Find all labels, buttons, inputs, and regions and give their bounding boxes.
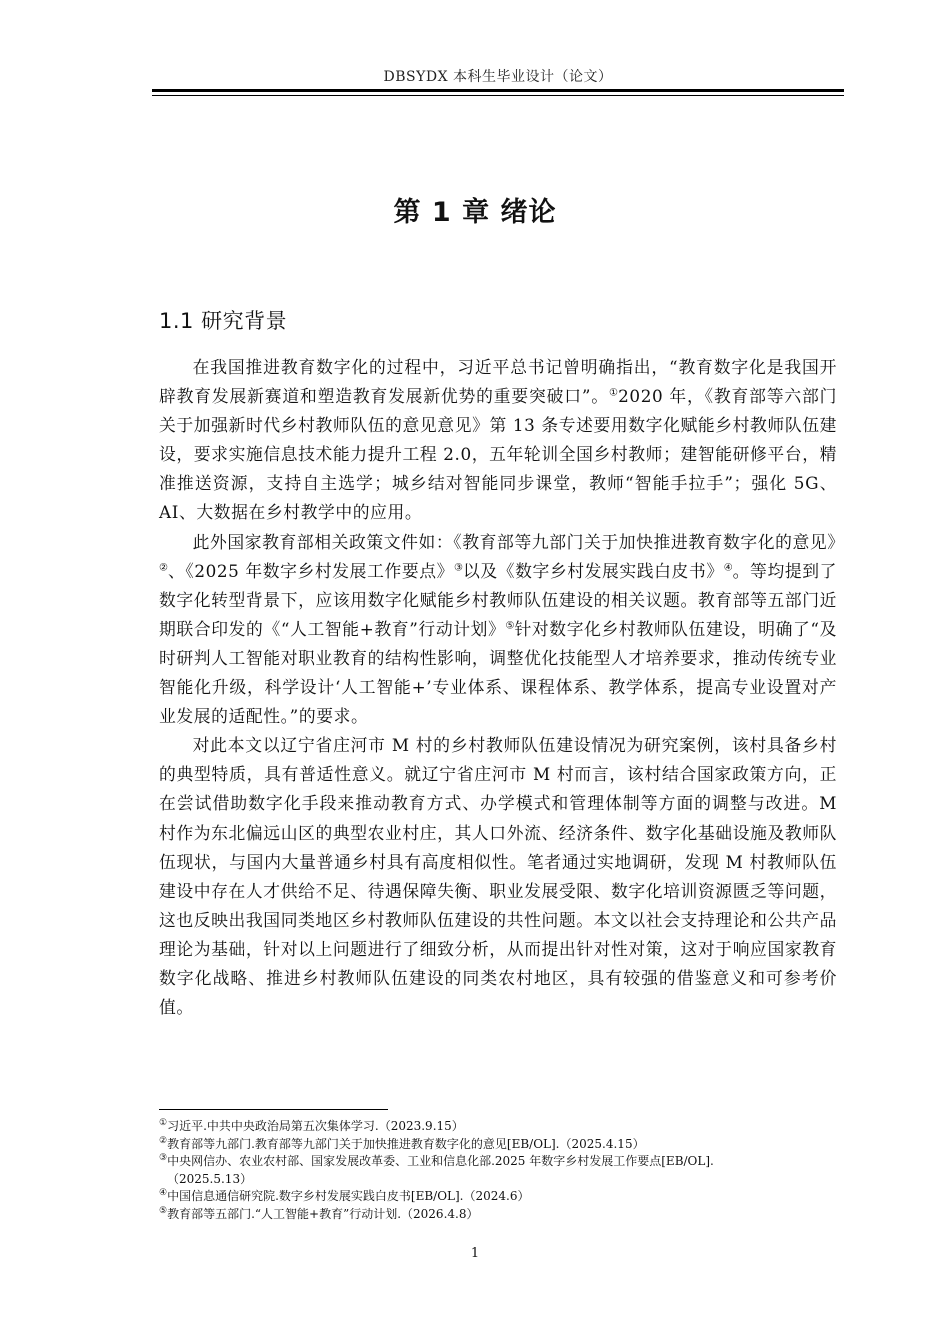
footnote-marker: ① [608, 387, 619, 399]
paragraph-1 [159, 353, 837, 528]
footnote-item [159, 1188, 839, 1206]
footnote-marker: ⑤ [505, 620, 515, 632]
footnote-marker: ④ [723, 562, 733, 574]
footnote-number: ⑤ [159, 1205, 168, 1216]
footnote-item [159, 1118, 839, 1136]
footnotes [159, 1118, 839, 1223]
paragraph-2 [159, 528, 845, 732]
footnote-item [159, 1153, 839, 1171]
footnote-text: 习近平.中共中央政治局第五次集体学习.（2023.9.15） [167, 1119, 464, 1133]
footnote-item [159, 1206, 839, 1224]
footnote-number: ④ [159, 1188, 168, 1198]
paragraph-text: 2020 年，《教育部等六部门关于加强新时代乡村教师队伍的意见意见》第 13 条专述要用数字化赋能乡村教师队伍建设，要求实施信息技术能力提升工程 2.0，五年轮训全国乡村教师；建智能研修平台，精准推送资源，支持自主选学；城乡结对智能同步课堂，教师“智能手拉手”；强化 5G、AI、大数据在乡村教学中的应用。 [159, 386, 838, 523]
footnote-separator [159, 1109, 388, 1110]
paragraph-text: 在我国推进教育数字化的过程中，习近平总书记曾明确指出，“教育数字化是我国开辟教育发展新赛道和塑造教育发展新优势的重要突破口”。 [159, 357, 837, 407]
paragraph-text: 。等均提到了数字化转型背景下，应该用数字化赋能乡村教师队伍建设的相关议题。教育部等五部门近期联合印发的《“人工智能+教育”行动计划》 [159, 560, 837, 639]
paragraph-text: 此外国家教育部相关政策文件如：《教育部等九部门关于加快推进教育数字化的意见》 [192, 531, 845, 552]
footnote-number: ② [159, 1135, 168, 1146]
footnote-text: 中央网信办、农业农村部、国家发展改革委、工业和信息化部.2025 年数字乡村发展工作要点[EB/OL]. [167, 1154, 714, 1168]
footnote-continuation: （2025.5.13） [167, 1171, 253, 1186]
paragraph-text: 、《2025 年数字乡村发展工作要点》 [167, 560, 454, 581]
paragraph-3: 对此本文以辽宁省庄河市 M 村的乡村教师队伍建设情况为研究案例，该村具备乡村的典型特质，具有普适性意义。就辽宁省庄河市 M 村而言，该村结合国家政策方向，正在尝试借助数字化手段来推动教育方式、办学模式和管理体制等方面的调整与改进。M 村作为东北偏远山区的典型农业村庄，其人口外流、经济条件、数字化基础设施及教师队伍现状，与国内大量普通乡村具有高度相似性。笔者通过实地调研，发现 M 村教师队伍建设中存在人才供给不足、待遇保障失衡、职业发展受限、数字化培训资源匮乏等问题，这也反映出我国同类地区乡村教师队伍建设的共性问题。本文以社会支持理论和公共产品理论为基础，针对以上问题进行了细致分析，从而提出针对性对策，这对于响应国家教育数字化战略、推进乡村教师队伍建设的同类农村地区，具有较强的借鉴意义和可参考价值。 [159, 735, 837, 1018]
header-rule-thick [152, 89, 844, 92]
footnote-text: 教育部等九部门.教育部等九部门关于加快推进教育数字化的意见[EB/OL].（2025.4.15） [167, 1136, 645, 1151]
footnote-marker: ③ [453, 562, 463, 574]
header-rule-thin [152, 95, 844, 96]
chapter-title: 第 1 章 绪论 [393, 197, 557, 228]
paragraph-text: 以及《数字乡村发展实践白皮书》 [462, 560, 724, 581]
running-header: DBSYDX 本科生毕业设计（论文） [383, 69, 613, 85]
footnote-number: ③ [159, 1153, 168, 1163]
footnote-item [159, 1136, 839, 1154]
page-number: 1 [470, 1246, 480, 1261]
footnote-text: 教育部等五部门.“人工智能+教育”行动计划.（2026.4.8） [167, 1206, 479, 1221]
footnote-marker: ② [159, 562, 168, 574]
footnote-text: 中国信息通信研究院.数字乡村发展实践白皮书[EB/OL].（2024.6） [167, 1189, 530, 1203]
section-heading: 1.1 研究背景 [159, 309, 288, 333]
footnote-number: ① [159, 1118, 168, 1128]
paragraph-text: 针对数字化乡村教师队伍建设，明确了“及时研判人工智能对职业教育的结构性影响，调整优化技能型人才培养要求，推动传统专业智能化升级，科学设计‘人工智能+’专业体系、课程体系、教学体系，提高专业设置对产业发展的适配性。”的要求。 [159, 618, 838, 727]
body-text [159, 353, 845, 1022]
